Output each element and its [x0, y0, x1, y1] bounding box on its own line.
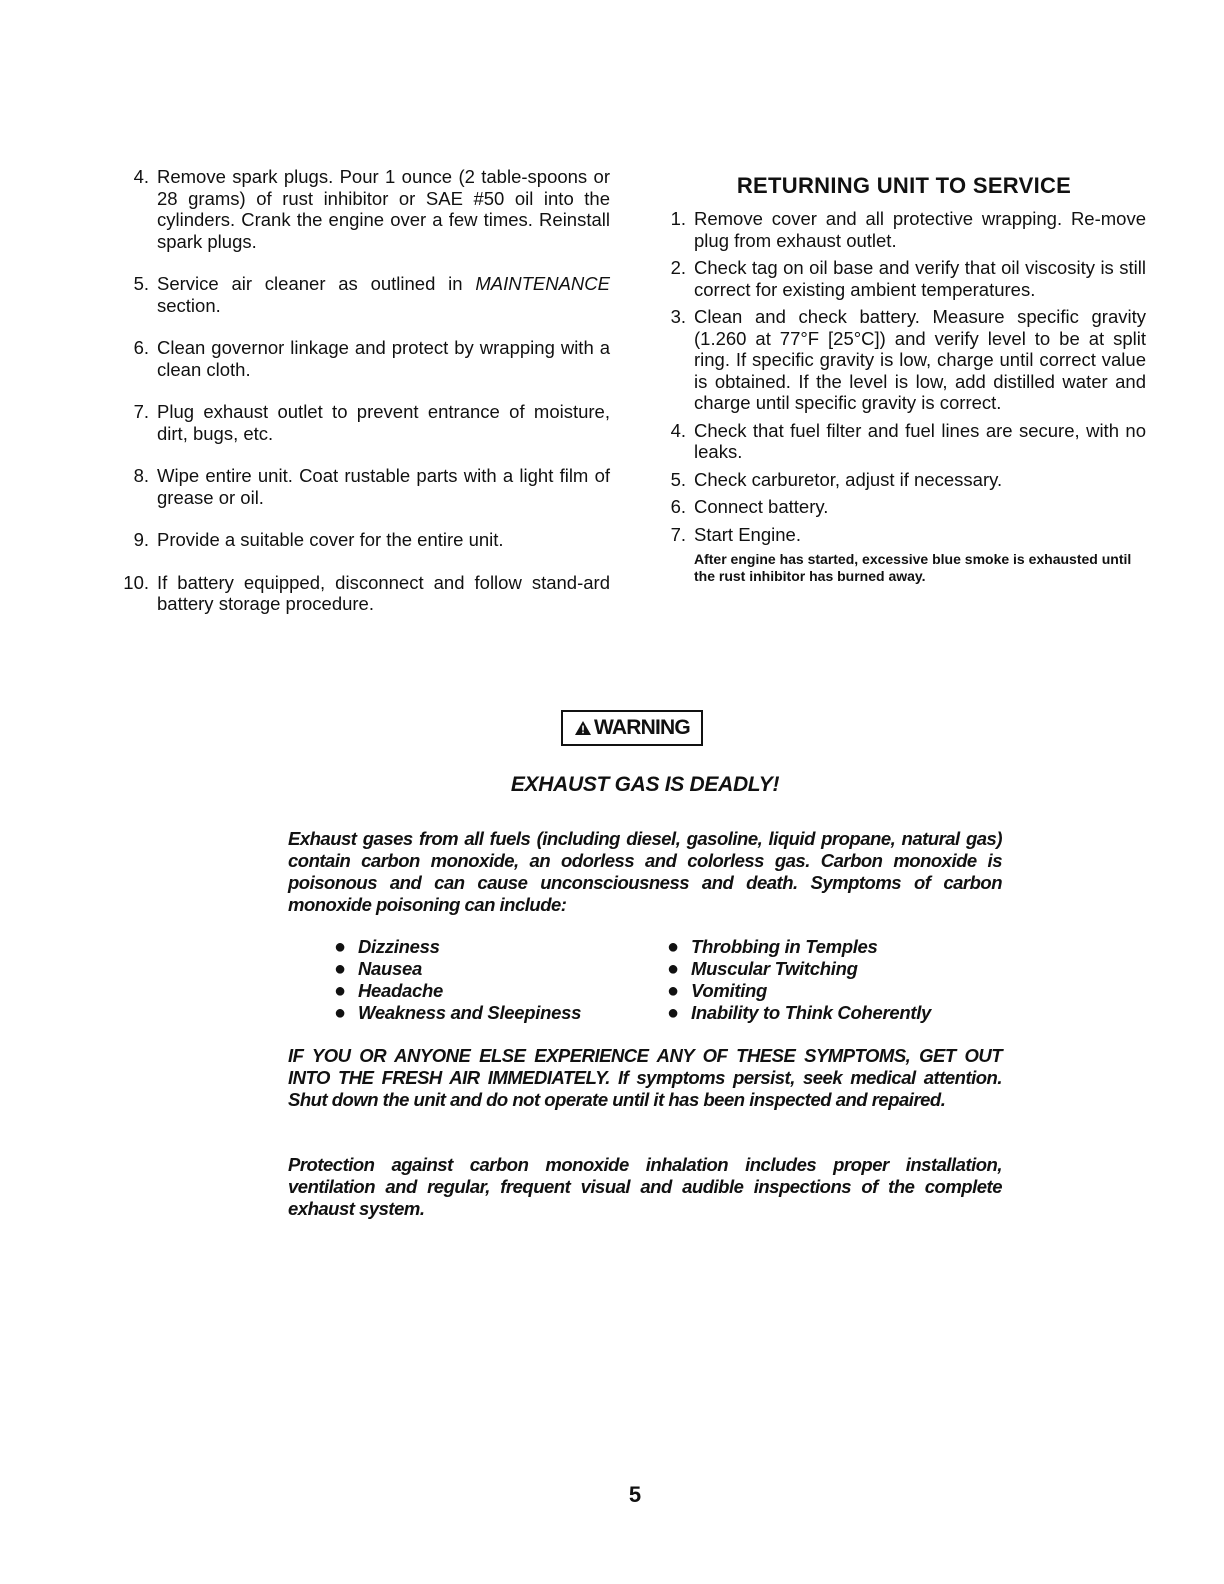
list-item	[120, 529, 610, 551]
warning-title: EXHAUST GAS IS DEADLY!	[510, 773, 780, 796]
list-item	[120, 166, 610, 252]
item-number: 1.	[670, 208, 686, 229]
page-number: 5	[628, 1482, 642, 1507]
list-item	[334, 980, 581, 1002]
item-number: 4.	[133, 166, 149, 187]
list-item	[662, 257, 1146, 300]
section-heading: RETURNING UNIT TO SERVICE	[736, 173, 1072, 198]
storage-steps-list	[120, 166, 610, 636]
symptoms-list-left	[334, 936, 581, 1024]
bullet-icon: ●	[334, 1002, 346, 1024]
warning-label	[561, 710, 703, 746]
item-number: 3.	[670, 306, 686, 327]
item-text	[157, 273, 610, 316]
list-item	[120, 273, 610, 316]
bullet-icon: ●	[667, 1002, 679, 1024]
bullet-icon: ●	[667, 980, 679, 1002]
list-item	[662, 420, 1146, 463]
item-text: Remove spark plugs. Pour 1 ounce (2 table-spoons or 28 grams) of rust inhibitor or SAE #50 oil into the cylinders. Crank the engine over a few times. Reinstall spark plugs.	[157, 166, 610, 252]
item-number: 2.	[670, 257, 686, 278]
item-text-post: section.	[157, 294, 221, 316]
symptom-text: Dizziness	[358, 936, 440, 957]
list-item	[334, 1002, 581, 1024]
symptom-text: Weakness and Sleepiness	[358, 1002, 582, 1023]
list-item	[120, 572, 610, 615]
item-text: Wipe entire unit. Coat rustable parts with a light film of grease or oil.	[157, 465, 610, 508]
item-text: Check that fuel filter and fuel lines are secure, with no leaks.	[694, 419, 1146, 462]
list-item	[120, 401, 610, 444]
warning-paragraph-2: IF YOU OR ANYONE ELSE EXPERIENCE ANY OF THESE SYMPTOMS, GET OUT INTO THE FRESH AIR IMMEDIATELY. If symptoms persist, seek medical attention. Shut down the unit and do not operate until it has been inspected and repaired.	[288, 1045, 1002, 1110]
item-text: Check tag on oil base and verify that oil viscosity is still correct for existing ambient temperatures.	[694, 257, 1146, 300]
list-item	[120, 465, 610, 508]
item-number: 7.	[133, 401, 149, 422]
list-item	[667, 958, 931, 980]
item-text: Plug exhaust outlet to prevent entrance of moisture, dirt, bugs, etc.	[157, 401, 610, 444]
item-number: 5.	[670, 468, 686, 490]
symptoms-list-right	[667, 936, 931, 1024]
item-number: 5.	[133, 273, 149, 294]
list-item	[667, 1002, 931, 1024]
warning-paragraph-3: Protection against carbon monoxide inhalation includes proper installation, ventilation and regular, frequent visual and audible inspections of the complete exhaust system.	[288, 1154, 1002, 1219]
bullet-icon: ●	[667, 936, 679, 958]
returning-section	[662, 172, 1146, 585]
bullet-icon: ●	[334, 980, 346, 1002]
list-item	[667, 936, 931, 958]
warning-triangle-icon	[574, 720, 592, 736]
list-item	[334, 936, 581, 958]
list-item	[334, 958, 581, 980]
item-number: 9.	[133, 529, 149, 550]
symptom-text: Nausea	[358, 958, 423, 979]
symptom-text: Inability to Think Coherently	[691, 1002, 932, 1023]
item-text: Connect battery.	[694, 496, 829, 517]
item-text: Remove cover and all protective wrapping. Re-move plug from exhaust outlet.	[694, 208, 1146, 251]
item-text: Start Engine.	[694, 523, 801, 545]
list-item	[662, 469, 1146, 491]
maintenance-reference: MAINTENANCE	[475, 273, 610, 294]
item-text: Check carburetor, adjust if necessary.	[694, 468, 1003, 490]
item-number: 10.	[123, 571, 149, 593]
item-number: 6.	[133, 337, 149, 358]
symptom-text: Throbbing in Temples	[691, 936, 878, 957]
list-item	[120, 337, 610, 380]
symptom-text: Headache	[358, 980, 444, 1001]
list-item	[662, 524, 1146, 546]
item-text-pre: Service air cleaner as outlined in	[157, 273, 476, 294]
item-text: Clean governor linkage and protect by wrapping with a clean cloth.	[157, 337, 610, 380]
symptom-text: Muscular Twitching	[691, 958, 858, 979]
item-number: 6.	[670, 496, 686, 517]
item-number: 8.	[133, 465, 149, 486]
list-item	[667, 980, 931, 1002]
after-start-note: After engine has started, excessive blue smoke is exhausted until the rust inhibitor has burned away.	[694, 551, 1132, 584]
warning-label-text: WARNING	[594, 716, 690, 739]
warning-paragraph-1: Exhaust gases from all fuels (including diesel, gasoline, liquid propane, natural gas) contain carbon monoxide, an odorless and colorless gas. Carbon monoxide is poisonous and can cause unconsciousness and death. Symptoms of carbon monoxide poisoning can include:	[288, 828, 1002, 915]
list-item	[662, 208, 1146, 251]
bullet-icon: ●	[667, 958, 679, 980]
list-item	[662, 306, 1146, 414]
item-text: Clean and check battery. Measure specific gravity (1.260 at 77°F [25°C]) and verify level to be at split ring. If specific gravity is low, charge until correct value is obtained. If the level is low, add distilled water and charge until specific gravity is correct.	[694, 306, 1146, 413]
item-number: 4.	[670, 419, 686, 441]
item-number: 7.	[670, 523, 686, 545]
item-text: If battery equipped, disconnect and follow stand-ard battery storage procedure.	[157, 571, 610, 614]
symptom-text: Vomiting	[691, 980, 768, 1001]
bullet-icon: ●	[334, 958, 346, 980]
item-text: Provide a suitable cover for the entire unit.	[157, 529, 504, 550]
bullet-icon: ●	[334, 936, 346, 958]
list-item	[662, 496, 1146, 518]
